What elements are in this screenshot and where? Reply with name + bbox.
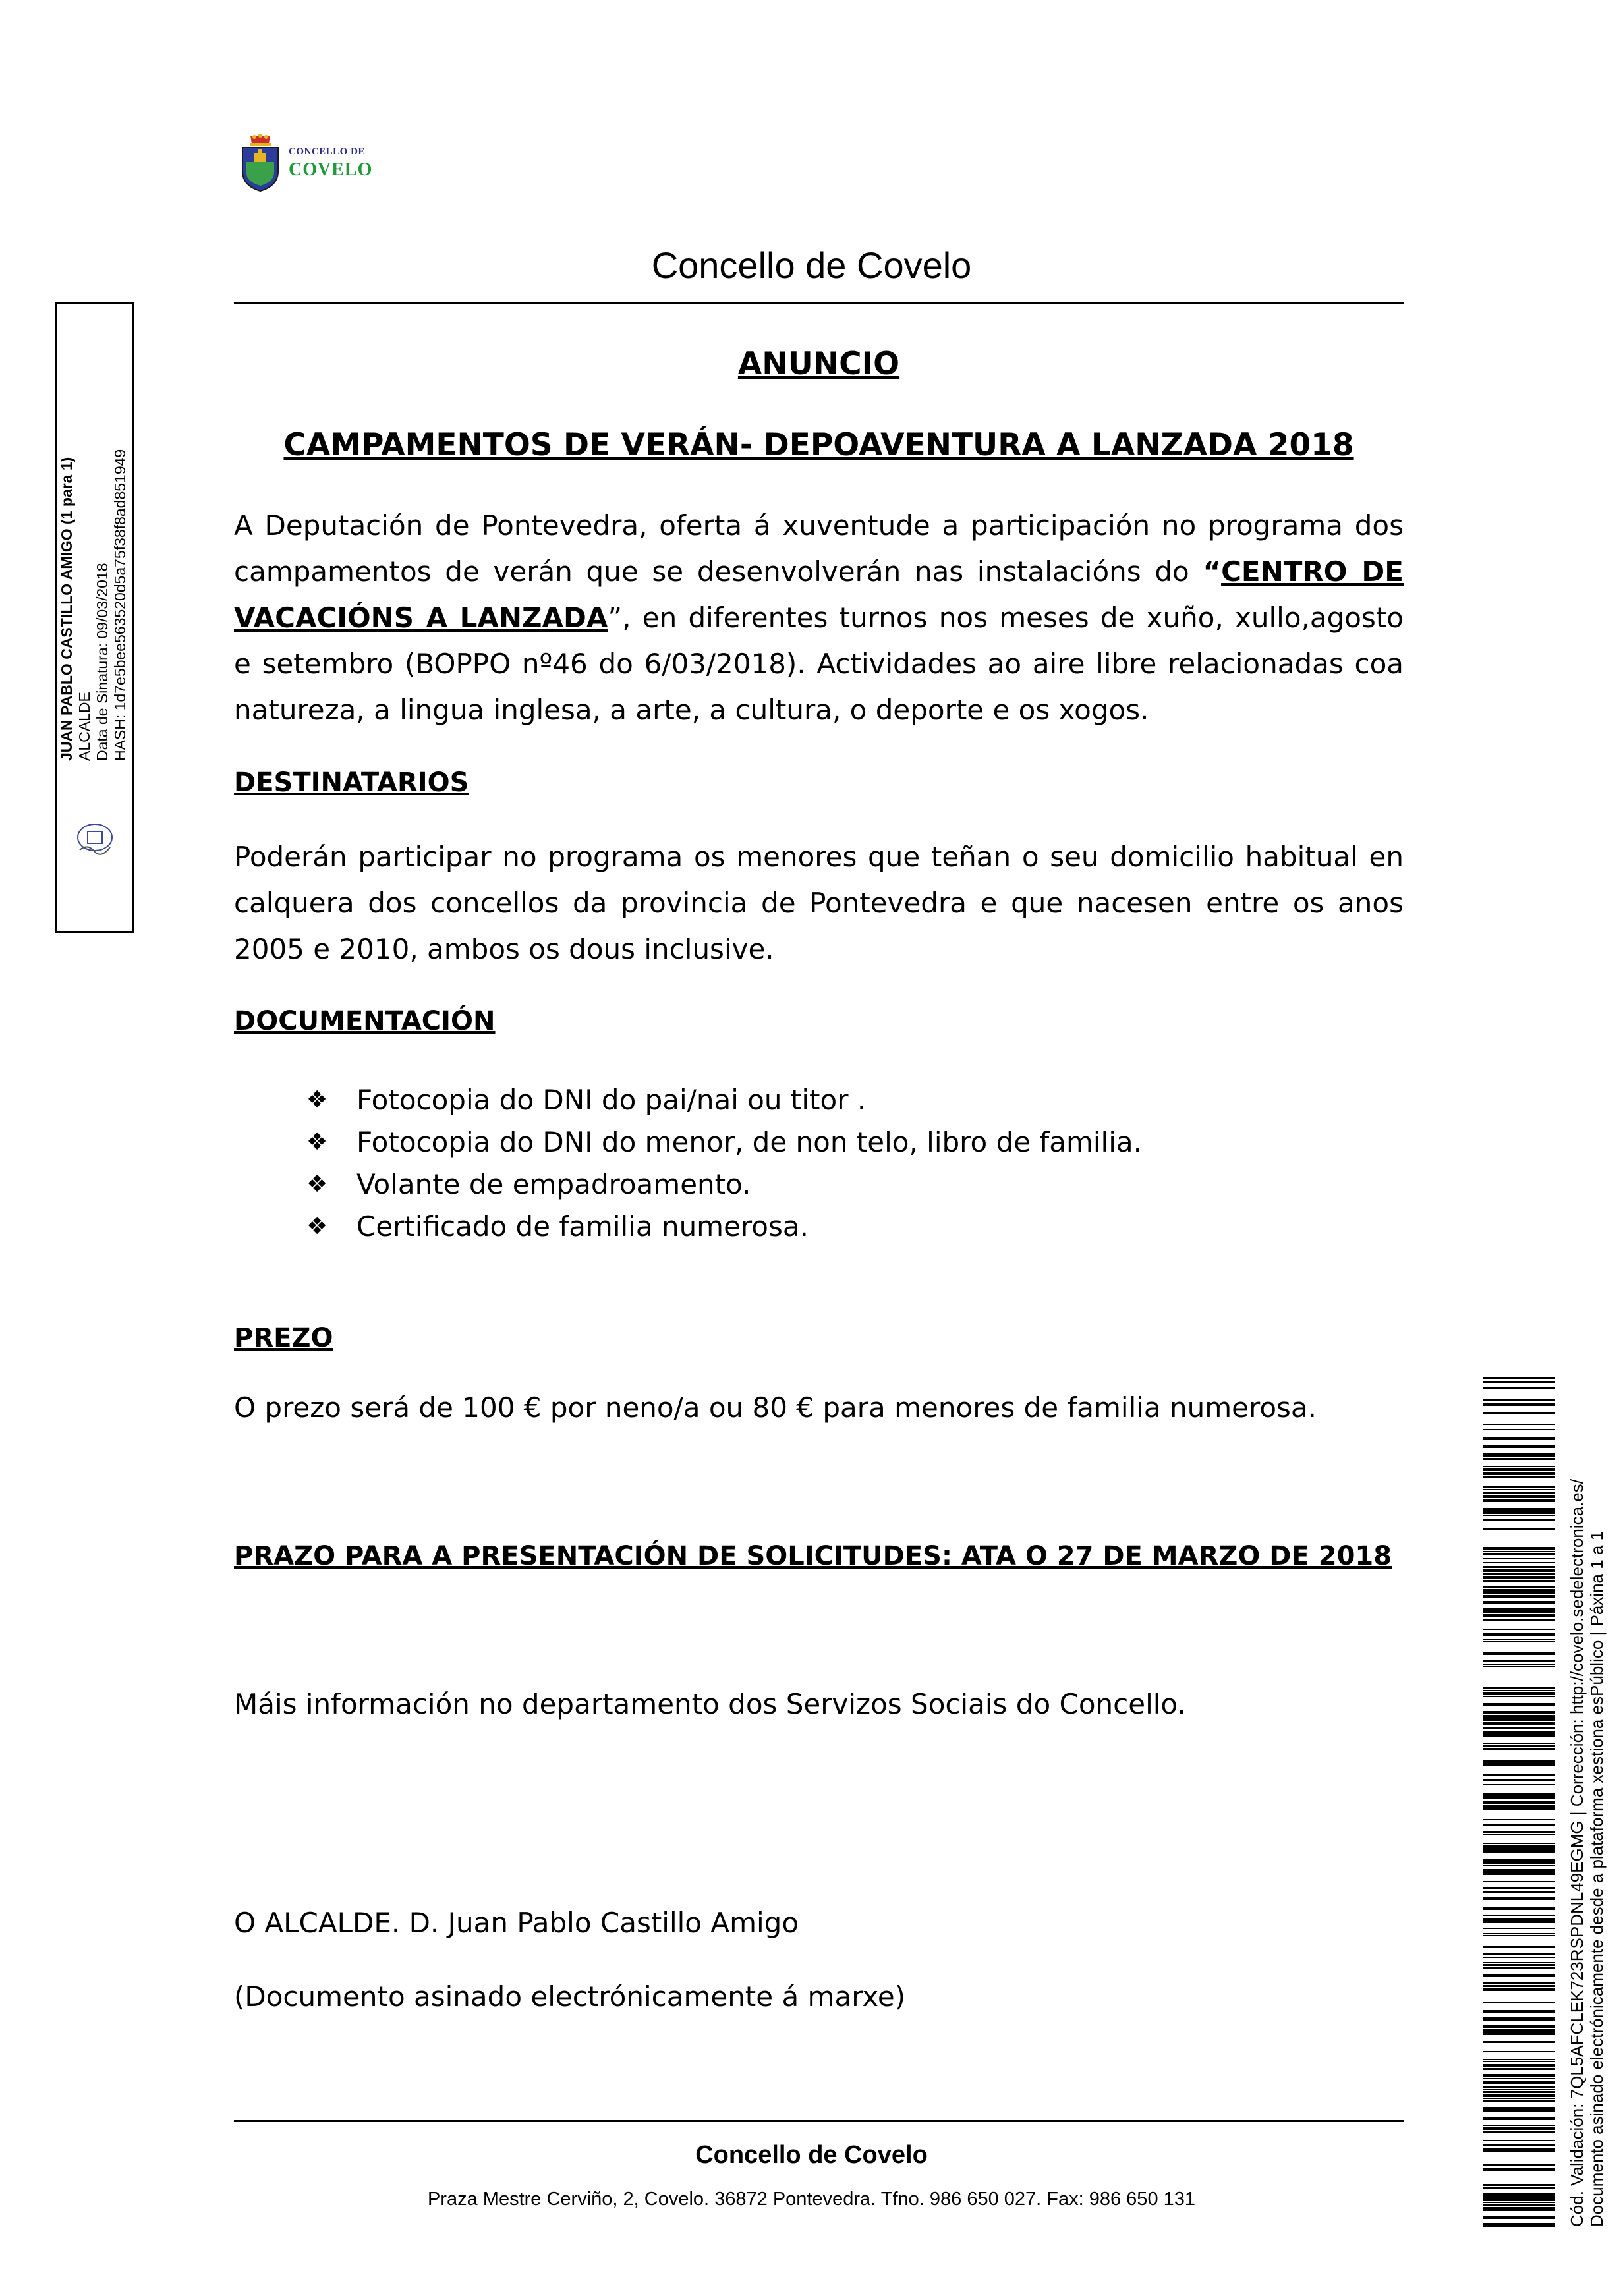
prazo-heading: PRAZO PARA A PRESENTACIÓN DE SOLICITUDES: ATA O 27 DE MARZO DE 2018 — [234, 1541, 1392, 1571]
document-title: ANUNCIO — [737, 346, 900, 382]
validation-line-1: Cód. Validación: 7QL5AFCLEK723RSPDNL49EGMG | Corrección: http://covelo.sedelectronica.es/ — [1567, 1479, 1587, 2227]
diamond-bullet-icon: ❖ — [306, 1213, 328, 1240]
signer-line: O ALCALDE. D. Juan Pablo Castillo Amigo — [234, 1907, 799, 1939]
validation-line-2: Documento asinado electrónicamente desde a plataforma xestiona esPúblico | Páxina 1 a 1 — [1587, 1530, 1607, 2227]
destinatarios-paragraph: Poderán participar no programa os menores que teñan o seu domicilio habitual en calquera dos concellos da provincia de Pontevedra e que nacesen entre os anos 2005 e 2010, ambos os dous inclusive. — [234, 841, 1404, 965]
signer-name: JUAN PABLO CASTILLO AMIGO (1 para 1) — [58, 457, 75, 761]
page-header-title: Concello de Covelo — [651, 244, 972, 286]
intro-text-b: ”, en diferentes turnos nos meses de xuño, xullo,agosto e setembro (BOPPO nº46 do 6/03/2018). Actividades ao aire libre relacionadas coa natureza, a lingua inglesa, a arte, a cultura, o deporte e os xogos. — [234, 602, 1404, 726]
signature-text — [58, 449, 129, 761]
footer-address: Praza Mestre Cerviño, 2, Covelo. 36872 Pontevedra. Tfno. 986 650 027. Fax: 986 650 131 — [427, 2189, 1196, 2210]
validation-barcode-icon — [1483, 1377, 1555, 2227]
coat-of-arms-icon — [239, 133, 282, 192]
list-item: ❖ Volante de empadroamento. — [306, 1163, 1142, 1206]
signer-role: ALCALDE — [76, 692, 93, 761]
document-subtitle: CAMPAMENTOS DE VERÁN- DEPOAVENTURA A LANZADA 2018 — [283, 427, 1354, 463]
footer-title: Concello de Covelo — [695, 2141, 928, 2169]
validation-text — [1567, 1377, 1607, 2227]
signature-seal-icon — [74, 817, 115, 858]
prezo-text: O prezo será de 100 € por neno/a ou 80 € para menores de familia numerosa. — [234, 1391, 1317, 1424]
list-item: ❖ Certificado de familia numerosa. — [306, 1206, 1142, 1248]
list-item: ❖ Fotocopia do DNI do pai/nai ou titor . — [306, 1079, 1142, 1121]
list-item: ❖ Fotocopia do DNI do menor, de non telo, libro de familia. — [306, 1121, 1142, 1163]
diamond-bullet-icon: ❖ — [306, 1171, 328, 1198]
logo-text-covelo: COVELO — [289, 159, 373, 180]
info-text: Máis información no departamento dos Servizos Sociais do Concello. — [234, 1688, 1186, 1720]
footer-divider — [234, 2120, 1404, 2122]
intro-quote: “ — [1203, 555, 1222, 588]
documentacion-heading: DOCUMENTACIÓN — [234, 1006, 496, 1036]
intro-text-a: A Deputación de Pontevedra, oferta á xuventude a participación no programa dos campamentos de verán que se desenvolverán nas instalacións do — [234, 509, 1404, 588]
diamond-bullet-icon: ❖ — [306, 1129, 328, 1156]
concello-logo — [232, 116, 384, 215]
header-divider — [234, 302, 1404, 304]
signature-date: Data de Sinatura: 09/03/2018 — [94, 563, 111, 761]
signed-note: (Documento asinado electrónicamente á marxe) — [234, 1980, 906, 2013]
destinatarios-heading: DESTINATARIOS — [234, 768, 469, 798]
signature-hash: HASH: 1d7e5bee563520d5a75f38f8ad851949 — [111, 449, 128, 761]
diamond-bullet-icon: ❖ — [306, 1086, 328, 1113]
intro-paragraph — [234, 503, 1404, 733]
prezo-heading: PREZO — [234, 1323, 333, 1353]
documentacion-list — [306, 1079, 1142, 1248]
logo-text-concello: CONCELLO DE — [289, 146, 365, 157]
intro-bold-centre: CENTRO DE VACACIÓNS A LANZADA — [234, 555, 1404, 634]
